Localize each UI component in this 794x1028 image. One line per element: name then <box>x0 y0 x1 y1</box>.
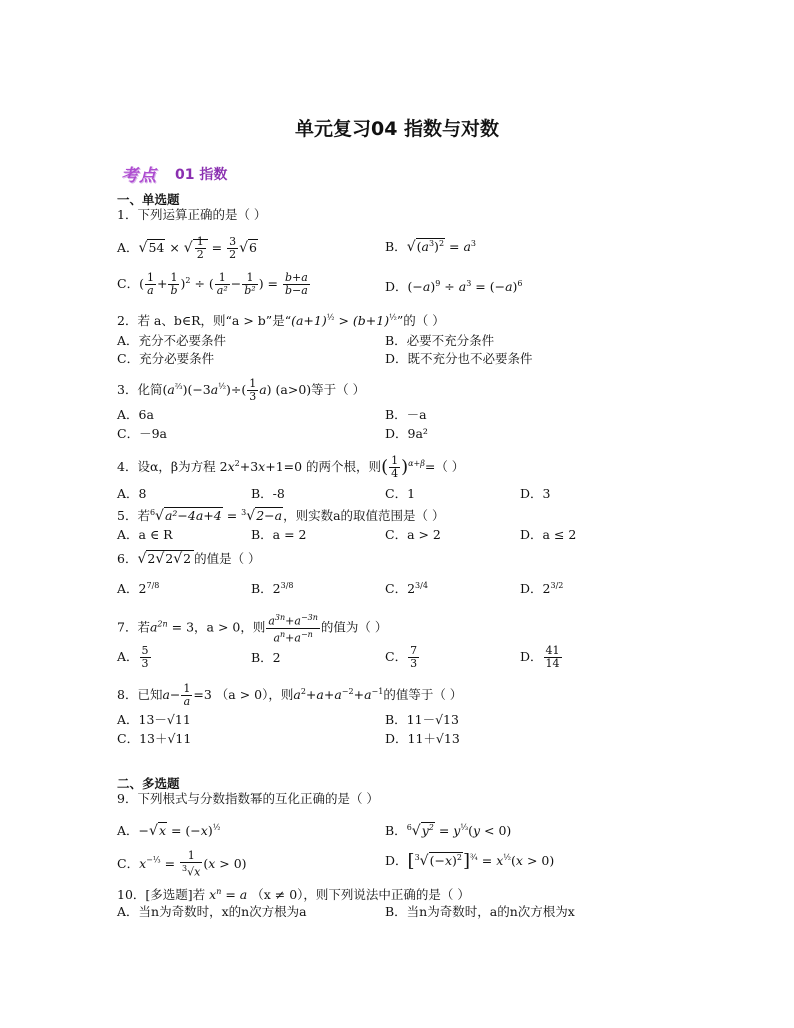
q6-option-d: D．$2^{3/2}$ <box>520 581 564 597</box>
q7-option-b: B．2 <box>251 650 281 665</box>
question-5: 5．若$^6$√a²−4a+4 = $^3$√2−a，则实数a的取值范围是（ ） <box>117 508 445 525</box>
q9-option-a: A．$-√x = (-x)^{\frac{1}{2}}$ <box>117 823 221 840</box>
q2-option-d: D．既不充分也不必要条件 <box>385 351 533 366</box>
q8-option-c: C．13＋√11 <box>117 731 192 746</box>
q7-option-d: D． $\frac{41}{14}$ <box>520 644 560 670</box>
q5-option-d: D．a ≤ 2 <box>520 527 577 542</box>
q9-option-d: D．$[^3√(-x)^2]^{\frac{3}{4}} = x^{\frac{1}{2}}(x > 0)$ <box>385 850 555 872</box>
q8-option-a: A．13－√11 <box>117 712 191 727</box>
question-10: 10．[多选题]若 $x^n = a$ （x ≠ 0），则下列说法中正确的是（ ） <box>117 887 470 903</box>
q2-option-a: A．充分不必要条件 <box>117 333 227 348</box>
question-7: 7．若$a^{2n} = 3$，a > 0，则 $\frac{a^{3n}+a^{-3n}}{a^n+a^{-n}}$ 的值为（ ） <box>117 613 388 645</box>
kaodian-subtitle: 01 指数 <box>175 167 228 183</box>
q1-option-a: A．√54 × √ $\frac{1}{2}$ = $\frac{3}{2}$ √6 <box>117 235 257 261</box>
question-2: 2．若 a、b∈R，则“a > b”是“$(a+1)^{\frac{1}{2}} > (b+1)^{\frac{1}{2}}$”的（ ） <box>117 313 445 329</box>
q4-option-b: B．-8 <box>251 486 285 501</box>
q8-option-b: B．11－√13 <box>385 712 459 727</box>
q7-option-a: A． $\frac{5}{3}$ <box>117 644 149 670</box>
q2-option-b: B．必要不充分条件 <box>385 333 495 348</box>
kaodian-label: 考点 <box>121 166 157 186</box>
question-1: 1．下列运算正确的是（ ） <box>117 207 267 222</box>
q3-option-a: A．6a <box>117 407 154 422</box>
q9-option-c: C．$x^{-\frac{1}{3}}$ = $\frac{1}{^3√x}$ (x > 0) <box>117 849 247 879</box>
q6-option-a: A．$2^{7/8}$ <box>117 581 160 597</box>
q1-option-c: C．( $\frac{1}{a}$ + $\frac{1}{b}$ )$^2$ ÷ ( $\frac{1}{\text{a²}}$ − $\frac{1}{\text{b²}}$ ) = $\frac{b+a}{b-a}$ <box>117 271 308 297</box>
question-3: 3．化简$(a^{\frac{2}{3}})(-3a^{\frac{1}{2}})\div$( $\frac{1}{3}$ a) (a>0)等于（ ） <box>117 377 366 403</box>
question-9: 9．下列根式与分数指数幂的互化正确的是（ ） <box>117 791 379 806</box>
q4-option-a: A．8 <box>117 486 147 501</box>
q4-option-d: D．3 <box>520 486 551 501</box>
q2-option-c: C．充分必要条件 <box>117 351 215 366</box>
q10-option-a: A．当n为奇数时，x的n次方根为a <box>117 904 307 919</box>
q7-option-c: C． $\frac{7}{3}$ <box>385 644 418 670</box>
section-multi-choice: 二、多选题 <box>117 776 180 791</box>
q5-option-a: A．a ∈ R <box>117 527 173 542</box>
question-4: 4．设α，β为方程 $2x^2+3x+1=0$ 的两个根，则( $\frac{1}{4}$ )$^{\alpha+\beta}$=（ ） <box>117 454 465 480</box>
q3-option-c: C．－9a <box>117 426 167 441</box>
question-6: 6．√2√2√2 的值是（ ） <box>117 551 261 567</box>
q4-option-c: C．1 <box>385 486 416 501</box>
q9-option-b: B．$^6√y^2 = y^{\frac{1}{3}}(y < 0)$ <box>385 823 512 840</box>
page-title: 单元复习04 指数与对数 <box>294 118 500 140</box>
q5-option-c: C．a > 2 <box>385 527 441 542</box>
q3-option-b: B．－a <box>385 407 427 422</box>
q3-option-d: D．9a² <box>385 426 428 441</box>
question-8: 8．已知a− $\frac{1}{a}$ =3 （a > 0），则$a^2+a+a^{-2}+a^{-1}$的值等于（ ） <box>117 682 463 708</box>
section-single-choice: 一、单选题 <box>117 192 180 207</box>
q6-option-b: B．$2^{3/8}$ <box>251 581 294 597</box>
q6-option-c: C．$2^{3/4}$ <box>385 581 428 597</box>
q1-option-b: B．$√(a^3)^2 = a^3$ <box>385 239 476 256</box>
q1-option-d: D．$(-a)^9 \div a^3 = (-a)^6$ <box>385 279 523 295</box>
q5-option-b: B．a = 2 <box>251 527 307 542</box>
q8-option-d: D．11＋√13 <box>385 731 460 746</box>
q10-option-b: B．当n为奇数时，a的n次方根为x <box>385 904 575 919</box>
